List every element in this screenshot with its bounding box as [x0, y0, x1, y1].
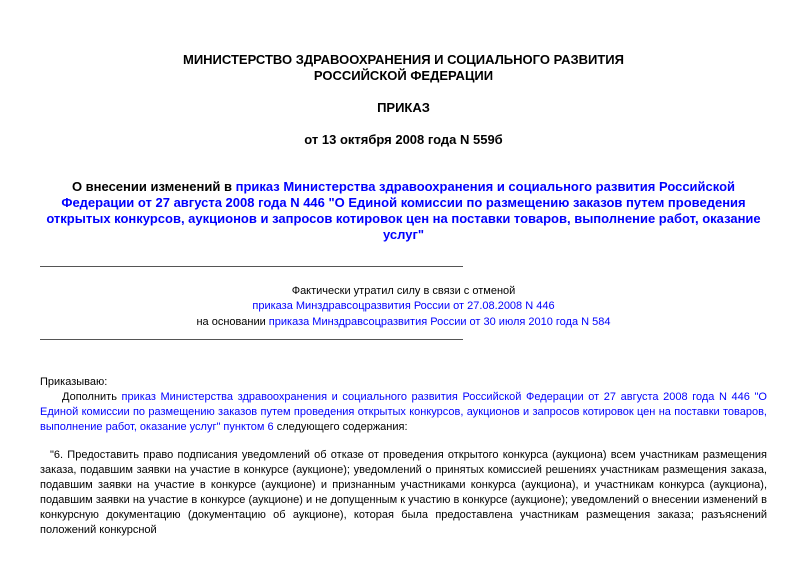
document-type: ПРИКАЗ [377, 100, 430, 115]
divider-bottom [40, 339, 463, 340]
status-note: Фактически утратил силу в связи с отменой [291, 285, 516, 297]
title-order-link[interactable]: приказ Министерства здравоохранения и социального развития Российской Федерации от 27 августа 2008 года N 446 "О Единой комиссии по размещению заказов путем проведения открытых конкурсов, аукционов и запросов котировок цен на поставки товаров, выполнение работ, оказание услуг" [46, 179, 761, 242]
paragraph-amendment [40, 390, 767, 435]
status-basis [40, 316, 767, 329]
ministry-name [0, 52, 807, 84]
para-1-prefix: Дополнить [62, 391, 122, 403]
basis-order-link[interactable]: приказа Минздравсоцразвития России от 30 июля 2010 года N 584 [268, 316, 611, 328]
ministry-name-line-2: РОССИЙСКОЙ ФЕДЕРАЦИИ [313, 68, 494, 83]
status-cancelled-order [40, 300, 767, 313]
order-intro: Приказываю: [40, 376, 108, 388]
para-1-suffix: следующего содержания: [273, 421, 408, 433]
ministry-name-line-1: МИНИСТЕРСТВО ЗДРАВООХРАНЕНИЯ И СОЦИАЛЬНОГО РАЗВИТИЯ [183, 52, 624, 67]
basis-prefix: на основании [196, 316, 269, 328]
amended-order-link[interactable]: приказ Министерства здравоохранения и социального развития Российской Федерации от 27 августа 2008 года N 446 "О Единой комиссии по размещению заказов путем проведения открытых конкурсов, аукционов и запросов котировок цен на поставки товаров, выполнение работ, оказание услуг" пунктом 6 [40, 391, 767, 433]
cancelled-order-link[interactable]: приказа Минздравсоцразвития России от 27.08.2008 N 446 [252, 300, 555, 312]
document-title [40, 179, 767, 243]
divider-top [40, 266, 463, 267]
document-date-number: от 13 октября 2008 года N 559б [304, 132, 503, 147]
title-prefix: О внесении изменений в [71, 179, 236, 194]
paragraph-item-6: "6. Предоставить право подписания уведомлений об отказе от проведения открытого конкурса (аукциона) всем участникам размещения заказа, подавшим заявки на участие в конкурсе (аукционе); уведомлений о принятых комиссией решениях участникам размещения заказа, подавшим заявки на участие в конкурсе (аукционе) и признанным участниками конкурса (аукциона), и участникам конкурса (аукциона), подавшим заявки на участие в конкурсе (аукционе) и не допущенным к участию в конкурсе (аукционе); уведомлений о внесении изменений в конкурсную документацию (документацию об аукционе), которая была предоставлена участникам размещения заказа; разъяснений положений конкурсной [40, 449, 767, 536]
